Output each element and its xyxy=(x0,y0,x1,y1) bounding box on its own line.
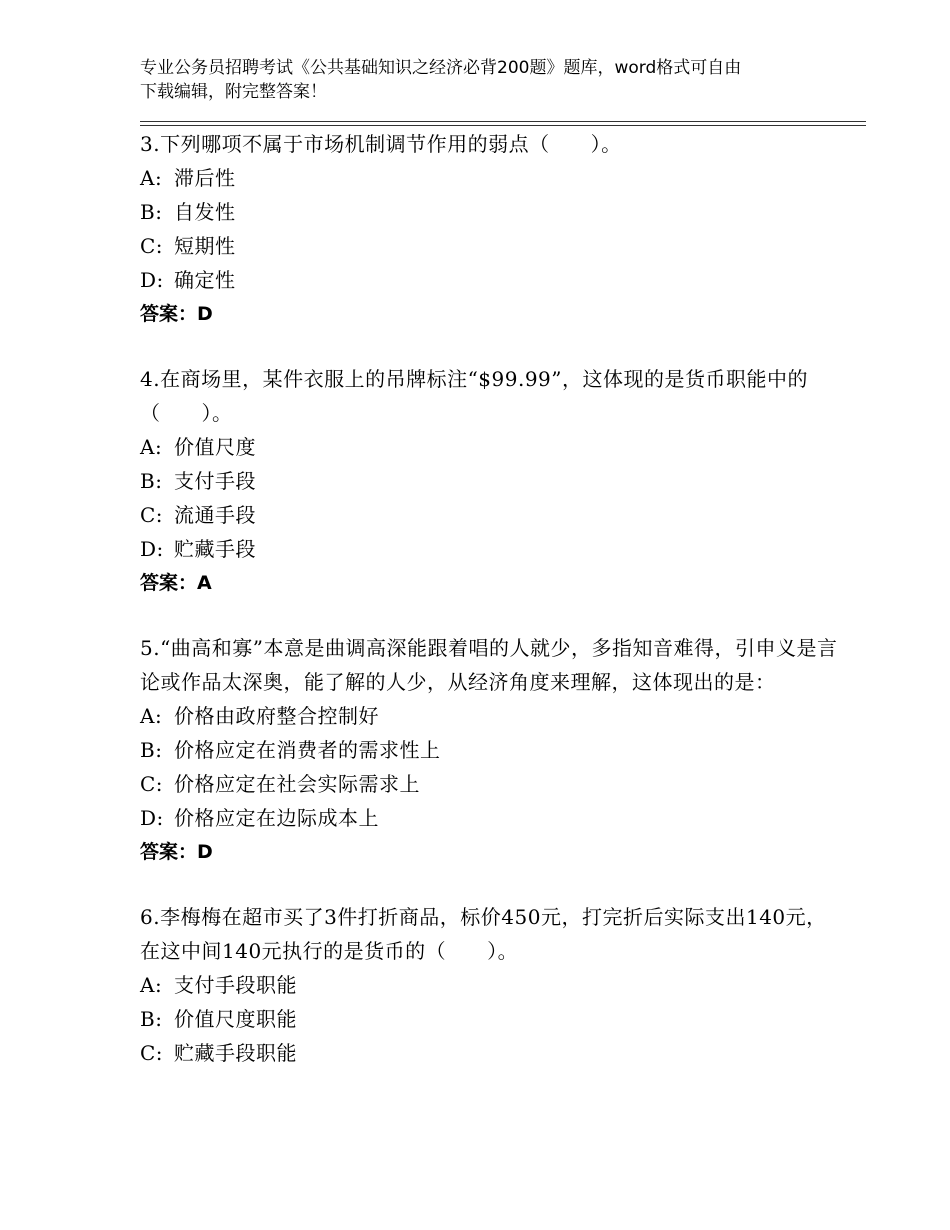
option-letter: C: xyxy=(140,503,164,527)
option-text: 贮藏手段职能 xyxy=(174,1041,297,1065)
option-letter: B: xyxy=(140,469,163,493)
option-letter: A: xyxy=(140,166,163,190)
question-text: 6.李梅梅在超市买了3件打折商品，标价450元，打完折后实际支出140元，在这中间140元执行的是货币的（ ）。 xyxy=(140,905,827,963)
option-letter: A: xyxy=(140,973,163,997)
option-letter: B: xyxy=(140,738,163,762)
option-text: 价值尺度 xyxy=(174,435,256,459)
option-letter: C: xyxy=(140,1041,164,1065)
option-c xyxy=(140,229,840,263)
option-a xyxy=(140,430,840,464)
answer-label: 答案：A xyxy=(140,572,212,594)
option-a xyxy=(140,161,840,195)
option-text: 贮藏手段 xyxy=(174,537,256,561)
answer-label: 答案：D xyxy=(140,841,213,863)
question-3 xyxy=(140,127,840,331)
option-letter: D: xyxy=(140,806,164,830)
option-d xyxy=(140,801,840,835)
option-letter: D: xyxy=(140,268,164,292)
question-4 xyxy=(140,362,840,600)
option-letter: A: xyxy=(140,435,163,459)
header-line-1: 专业公务员招聘考试《公共基础知识之经济必背200题》题库，word格式可自由 xyxy=(140,58,742,78)
option-c xyxy=(140,1036,840,1070)
option-a xyxy=(140,968,840,1002)
option-letter: C: xyxy=(140,772,164,796)
option-text: 价格应定在边际成本上 xyxy=(174,806,379,830)
option-text: 支付手段职能 xyxy=(174,973,297,997)
option-letter: A: xyxy=(140,704,163,728)
option-letter: C: xyxy=(140,234,164,258)
question-text: 5.“曲高和寡”本意是曲调高深能跟着唱的人就少，多指知音难得，引申义是言论或作品太深奥，能了解的人少，从经济角度来理解，这体现出的是： xyxy=(140,636,838,694)
option-text: 确定性 xyxy=(174,268,236,292)
option-a xyxy=(140,699,840,733)
question-6 xyxy=(140,900,840,1070)
option-text: 自发性 xyxy=(174,200,236,224)
option-text: 价格应定在消费者的需求性上 xyxy=(174,738,441,762)
question-text: 3.下列哪项不属于市场机制调节作用的弱点（ ）。 xyxy=(140,132,622,156)
option-text: 滞后性 xyxy=(174,166,236,190)
question-5 xyxy=(140,631,840,869)
option-text: 短期性 xyxy=(174,234,236,258)
option-b xyxy=(140,195,840,229)
question-list xyxy=(140,127,840,1101)
question-text: 4.在商场里，某件衣服上的吊牌标注“$99.99”，这体现的是货币职能中的（ ）。 xyxy=(140,367,809,425)
option-letter: B: xyxy=(140,200,163,224)
option-text: 价格由政府整合控制好 xyxy=(174,704,379,728)
document-header xyxy=(140,56,820,104)
answer-label: 答案：D xyxy=(140,303,213,325)
option-letter: D: xyxy=(140,537,164,561)
option-text: 流通手段 xyxy=(174,503,256,527)
option-text: 支付手段 xyxy=(174,469,256,493)
header-divider-top xyxy=(140,121,866,122)
option-letter: B: xyxy=(140,1007,163,1031)
option-b xyxy=(140,464,840,498)
header-divider-bottom xyxy=(140,125,866,126)
option-d xyxy=(140,532,840,566)
option-b xyxy=(140,1002,840,1036)
header-line-2: 下载编辑，附完整答案！ xyxy=(140,82,327,102)
option-text: 价格应定在社会实际需求上 xyxy=(174,772,420,796)
option-d xyxy=(140,263,840,297)
option-text: 价值尺度职能 xyxy=(174,1007,297,1031)
option-c xyxy=(140,498,840,532)
option-c xyxy=(140,767,840,801)
option-b xyxy=(140,733,840,767)
